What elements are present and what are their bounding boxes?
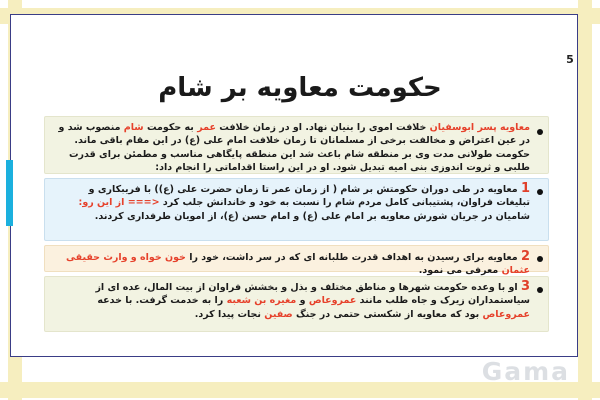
highlight-consequence: <=== از این رو: — [78, 197, 160, 209]
point-number: 3 — [520, 279, 530, 294]
page-number: 5 — [566, 53, 574, 66]
bullet-icon — [537, 189, 543, 195]
point-1-text: 1 معاویه در طی دوران حکومتش بر شام ( از زمان عمر تا زمان حضرت علی (ع)) با فریبکاری و تبلیغات فراوان، پشتیبانی کامل مردم شام را نسبت به خود و خاندانش جلب کرد <=== از این رو: شامیان در جریان شورش معاویه بر امام علی (ع) و امام حسن (ع)، از امویان طرفداری کردند. — [78, 181, 530, 222]
highlight-siffin: صفین — [264, 308, 293, 320]
bullet-icon — [537, 256, 543, 262]
highlight-umar: عمر — [197, 122, 216, 133]
highlight-uthman: خون خواه و وارث حقیقی عثمان — [66, 252, 530, 277]
right-decor-bar — [578, 0, 592, 400]
point-3-text: 3 او با وعده حکومت شهرها و مناطق مختلف و بذل و بخشش فراوان از بیت المال، عده ای از سیاستمداران زیرک و جاه طلب مانند عمروعاص و مغیره بن شعبه را به خدمت گرفت. با خدعه عمروعاص بود که معاویه از شکستی حتمی در جنگ صفین نجات پیدا کرد. — [95, 279, 530, 320]
point-number: 2 — [520, 249, 530, 264]
bullet-icon — [537, 287, 543, 293]
side-accent-strip — [6, 160, 13, 226]
intro-text: معاویه پسر ابوسفیان خلافت اموی را بنیان نهاد. او در زمان خلافت عمر به حکومت شام منصوب شد و در عین اعتراض و مخالفت برخی از مسلمانان تا زمان خلافت امام علی (ع) در این مقام باقی ماند. حکومت طولانی مدت وی بر منطقه شام باعث شد این منطقه پایگاهی مناسب و مطمئن برای قدرت طلبی و ثروت اندوزی بنی امیه تبدیل شود. او در این راستا اقداماتی را انجام داد: — [58, 122, 530, 173]
point-2-text: 2 معاویه برای رسیدن به اهداف قدرت طلبانه ای که در سر داشت، خود را خون خواه و وارث حقیقی عثمان معرفی می نمود. — [66, 249, 530, 277]
page-title: حکومت معاویه بر شام — [158, 73, 442, 103]
point-number: 1 — [520, 181, 530, 196]
highlight-muawiya: معاویه پسر ابوسفیان — [429, 122, 530, 133]
highlight-mughira: مغیره بن شعبه — [226, 295, 297, 307]
highlight-sham: شام — [123, 122, 144, 133]
watermark-logo: Gama — [481, 357, 570, 386]
highlight-amr: عمروعاص — [482, 308, 530, 320]
highlight-amr: عمروعاص — [308, 295, 357, 307]
bullet-icon — [537, 129, 543, 135]
